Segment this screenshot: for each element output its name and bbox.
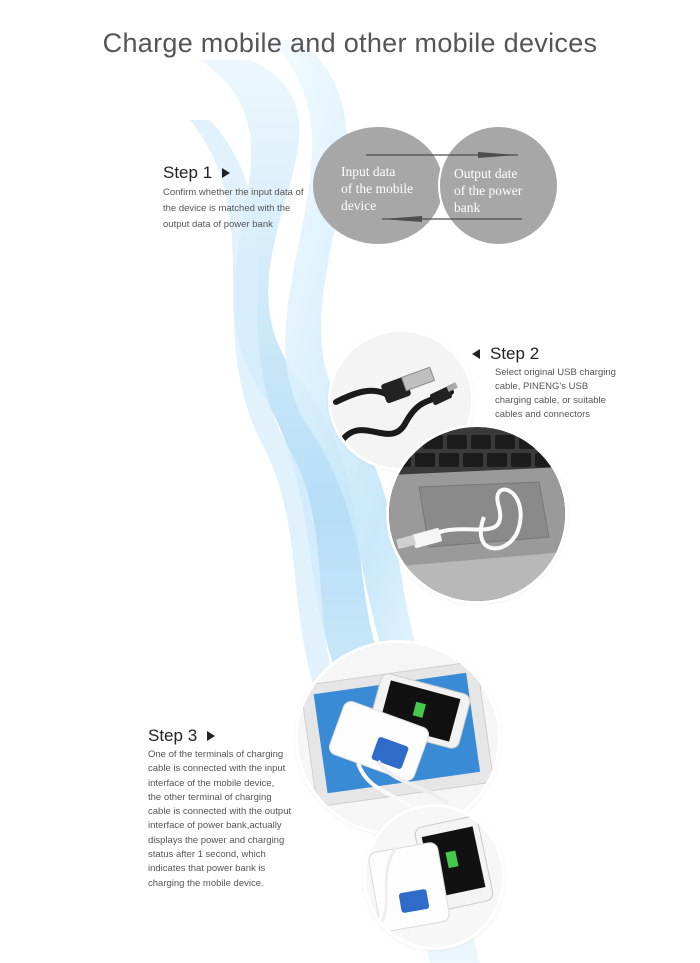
step-1-description <box>163 185 323 233</box>
step-2-line: charging cable, or suitable <box>495 395 606 406</box>
output-circle-line: Output date <box>454 166 518 181</box>
step-3-description <box>148 748 313 891</box>
step-3-heading <box>148 726 215 746</box>
arrow-left-icon <box>382 216 522 222</box>
step-3-line: indicates that power bank is <box>148 863 266 875</box>
step-3-line: interface of the mobile device, <box>148 777 275 789</box>
step-2-description <box>495 366 645 422</box>
step-3-line: cable is connected with the output <box>148 806 292 818</box>
step-1-label: Step 1 <box>163 163 213 182</box>
step-2-line: cable, PINENG's USB <box>495 381 589 392</box>
triangle-right-icon <box>207 731 215 741</box>
triangle-right-icon <box>222 168 230 178</box>
input-circle-line: of the mobile <box>341 181 413 196</box>
step-3-line: the other terminal of charging <box>148 791 272 803</box>
step-2-line: Select original USB charging <box>495 367 616 378</box>
step-3-line: displays the power and charging <box>148 834 285 846</box>
step-3-line: cable is connected with the input <box>148 763 286 775</box>
page-title: Charge mobile and other mobile devices <box>102 28 598 58</box>
step-3-line: interface of power bank,actually <box>148 820 282 832</box>
step-3-line: One of the terminals of charging <box>148 749 284 760</box>
input-circle-line: Input data <box>341 164 396 179</box>
output-circle-line: bank <box>454 200 481 215</box>
step-1-line: the device is matched with the <box>163 203 291 214</box>
input-circle-line: device <box>341 198 377 213</box>
data-flow-arrows <box>360 145 530 225</box>
step-2-line: cables and connectors <box>495 409 591 420</box>
tablet-powerbank-photo <box>298 643 498 833</box>
step-1-line: Confirm whether the input data of <box>163 187 304 198</box>
step-3-line: charging the mobile device. <box>148 877 264 889</box>
step-2-label: Step 2 <box>490 344 540 363</box>
phone-powerbank-photo <box>366 807 502 947</box>
white-cable-laptop-photo <box>389 427 565 601</box>
output-circle-line: of the power <box>454 183 523 198</box>
step-1-heading <box>163 163 230 183</box>
step-3-line: status after 1 second, which <box>148 849 266 861</box>
step-1-line: output data of power bank <box>163 219 273 230</box>
step-2-heading <box>472 344 539 364</box>
step-3-label: Step 3 <box>148 726 198 745</box>
arrow-right-icon <box>366 152 518 158</box>
triangle-left-icon <box>472 349 480 359</box>
